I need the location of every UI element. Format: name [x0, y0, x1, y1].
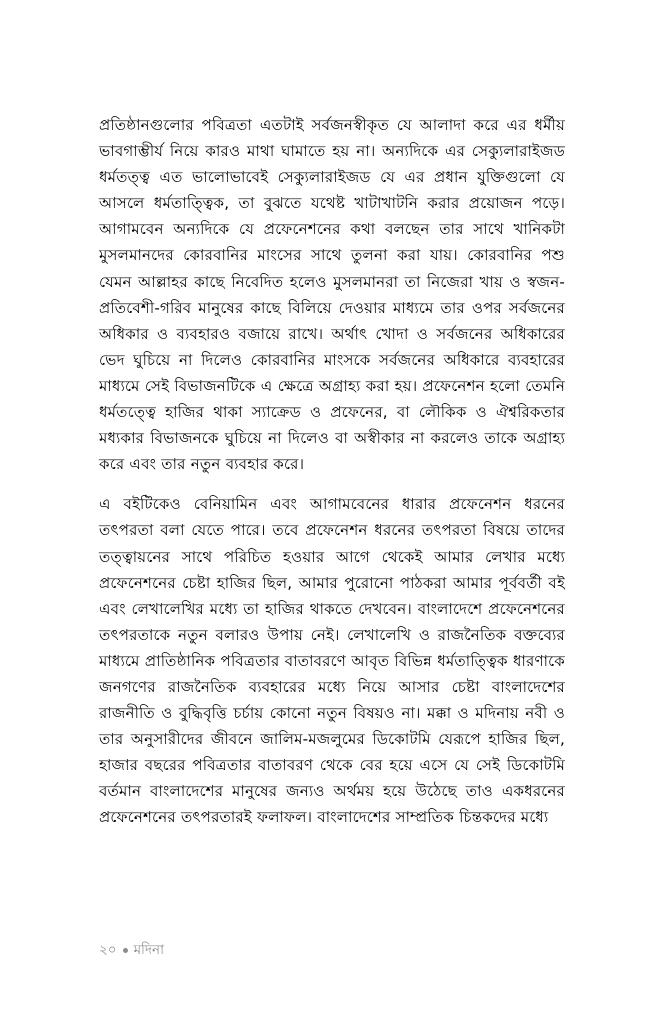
body-text-column [99, 112, 565, 831]
body-paragraph-1: প্রতিষ্ঠানগুলোর পবিত্রতা এতটাই সর্বজনস্বীকৃত যে আলাদা করে এর ধর্মীয় ভাবগাম্ভীর্য নিয়ে কারও মাথা ঘামাতে হয় না। অন্যদিকে এর সেক্যুলারাইজড ধর্মতত্ত্ব এত ভালোভাবেই সেক্যুলারাইজড যে এর প্রধান যুক্তিগুলো যে আসলে ধর্মতাত্ত্বিক, তা বুঝতে যথেষ্ট খাটাখাটনি করার প্রয়োজন পড়ে। আগামবেন অন্যদিকে যে প্রফেনেশনের কথা বলছেন তার সাথে খানিকটা মুসলমানদের কোরবানির মাংসের সাথে তুলনা করা যায়। কোরবানির পশু যেমন আল্লাহর কাছে নিবেদিত হলেও মুসলমানরা তা নিজেরা খায় ও স্বজন-প্রতিবেশী-গরিব মানুষের কাছে বিলিয়ে দেওয়ার মাধ্যমে তার ওপর সর্বজনের অধিকার ও ব্যবহারও বজায়ে রাখে। অর্থাৎ খোদা ও সর্বজনের অধিকারের ভেদ ঘুচিয়ে না দিলেও কোরবানির মাংসকে সর্বজনের অধিকারে ব্যবহারের মাধ্যমে সেই বিভাজনটিকে এ ক্ষেত্রে অগ্রাহ্য করা হয়। প্রফেনেশন হলো তেমনি ধর্মতত্ত্বে হাজির থাকা স্যাক্রেড ও প্রফেনের, বা লৌকিক ও ঐশ্বরিকতার মধ্যকার বিভাজনকে ঘুচিয়ে না দিলেও বা অস্বীকার না করলেও তাকে অগ্রাহ্য করে এবং তার নতুন ব্যবহার করে। [99, 116, 565, 474]
bullet-separator-icon [123, 948, 128, 953]
footer-chapter-title: মদিনা [133, 942, 164, 958]
footer-page-number: ২০ [99, 942, 117, 958]
page-footer [99, 941, 164, 959]
body-paragraph-2: এ বইটিকেও বেনিয়ামিন এবং আগামবেনের ধারার প্রফেনেশন ধরনের তৎপরতা বলা যেতে পারে। তবে প্রফেনেশন ধরনের তৎপরতা বিষয়ে তাদের তত্ত্বায়নের সাথে পরিচিত হওয়ার আগে থেকেই আমার লেখার মধ্যে প্রফেনেশনের চেষ্টা হাজির ছিল, আমার পুরোনো পাঠকরা আমার পূর্ববর্তী বই এবং লেখালেখির মধ্যে তা হাজির থাকতে দেখবেন। বাংলাদেশে প্রফেনেশনের তৎপরতাকে নতুন বলারও উপায় নেই। লেখালেখি ও রাজনৈতিক বক্তব্যের মাধ্যমে প্রাতিষ্ঠানিক পবিত্রতার বাতাবরণে আবৃত বিভিন্ন ধর্মতাত্ত্বিক ধারণাকে জনগণের রাজনৈতিক ব্যবহারের মধ্যে নিয়ে আসার চেষ্টা বাংলাদেশের রাজনীতি ও বুদ্ধিবৃত্তি চর্চায় কোনো নতুন বিষয়ও না। মক্কা ও মদিনায় নবী ও তার অনুসারীদের জীবনে জালিম-মজলুমের ডিকোটমি যেরূপে হাজির ছিল, হাজার বছরের পবিত্রতার বাতাবরণ থেকে বের হয়ে এসে যে সেই ডিকোটমি বর্তমান বাংলাদেশের মানুষের জন্যও অর্থময় হয়ে উঠেছে তাও একধরনের প্রফেনেশনের তৎপরতারই ফলাফল। বাংলাদেশের সাম্প্রতিক চিন্তকদের মধ্যে [99, 495, 565, 827]
